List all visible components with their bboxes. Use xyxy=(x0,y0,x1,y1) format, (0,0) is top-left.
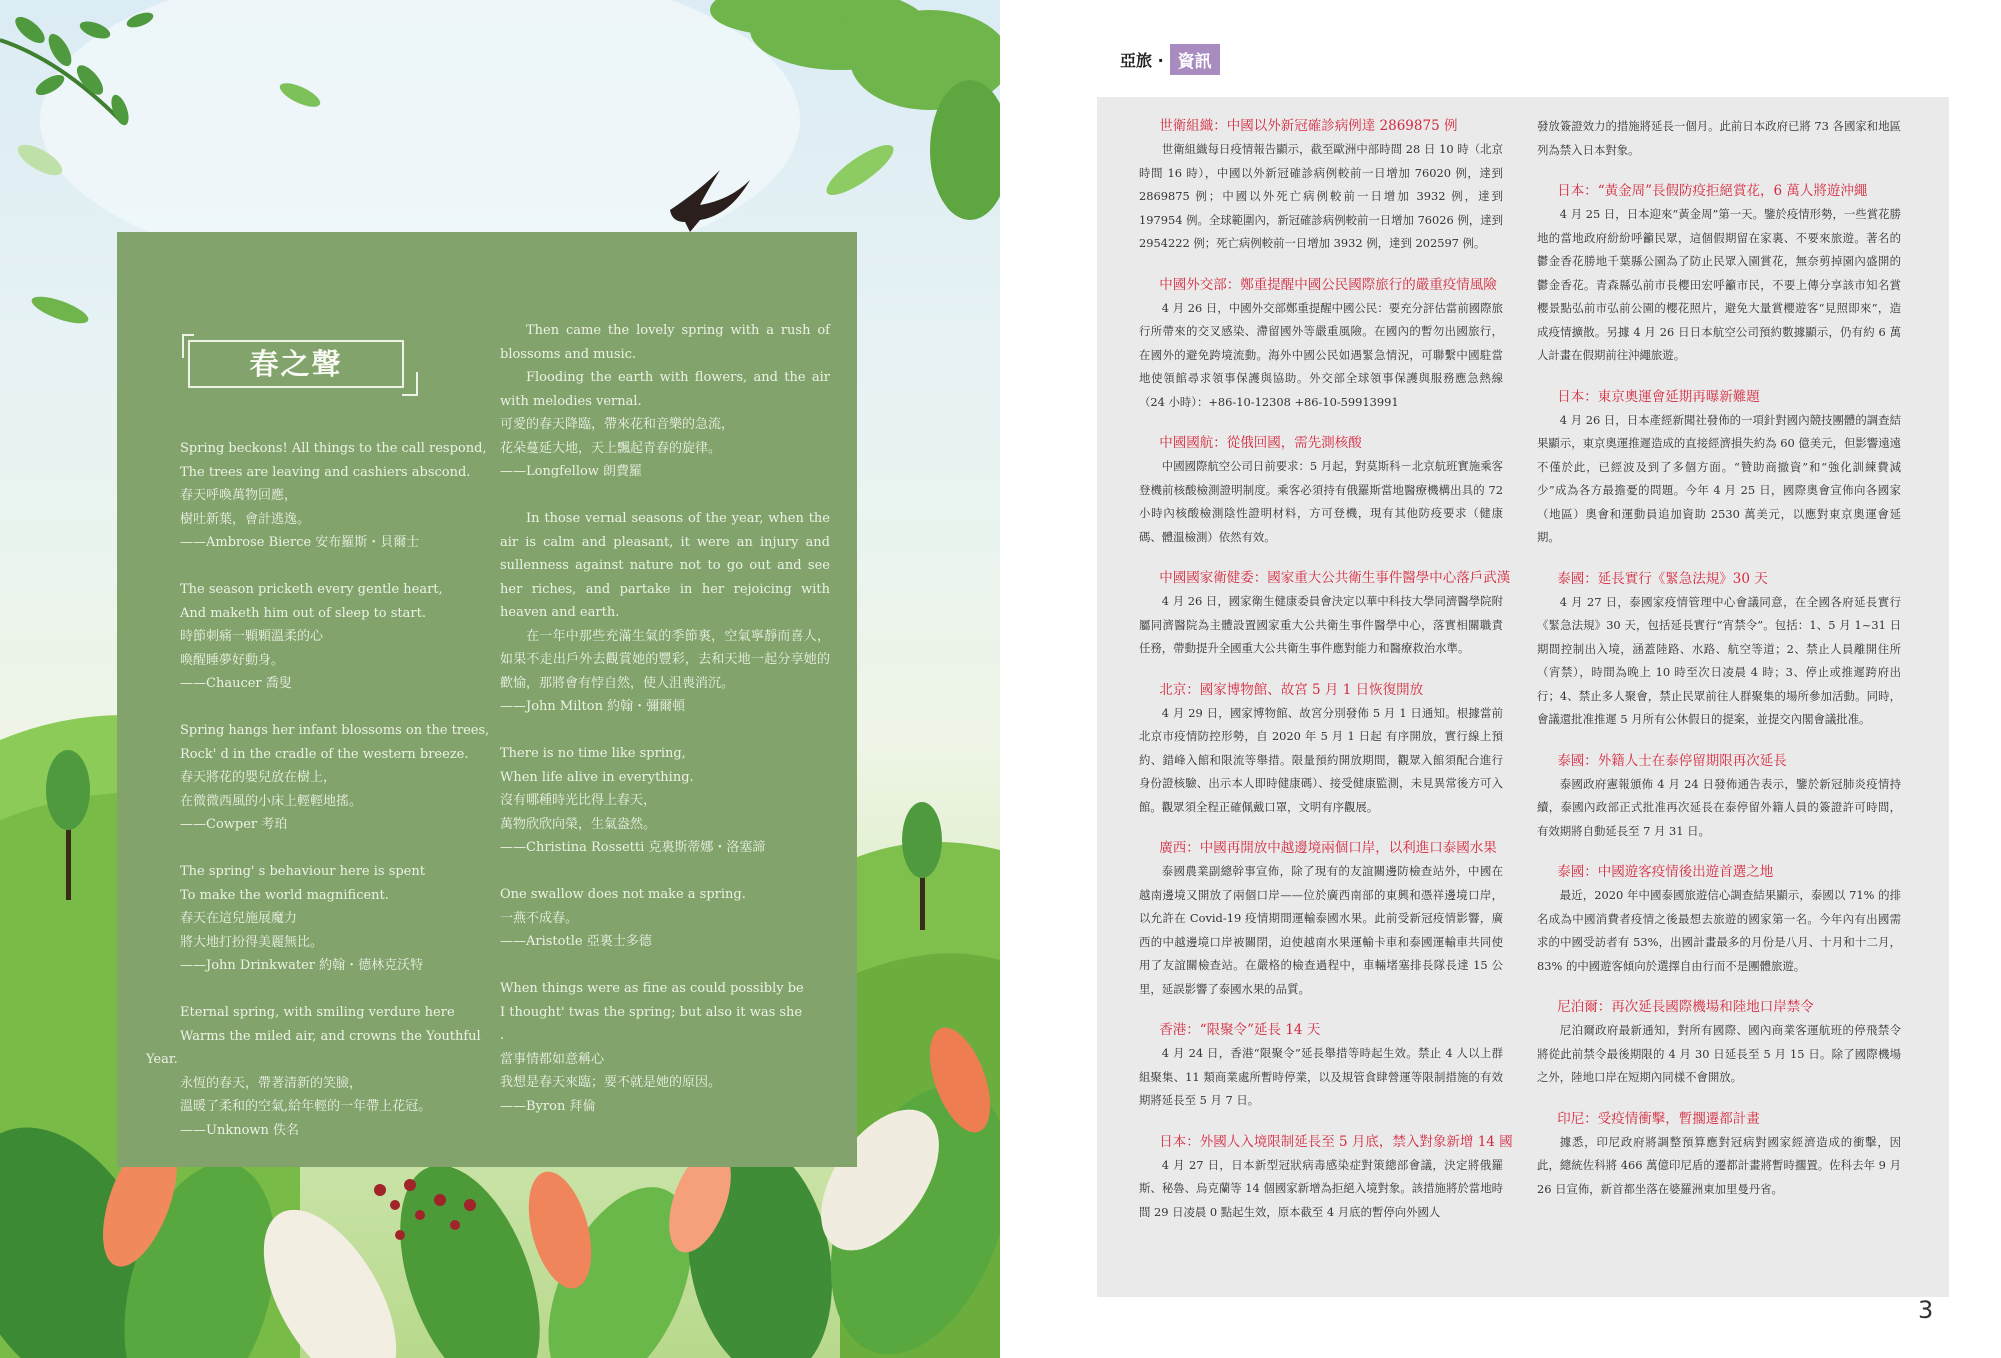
news-headline: 泰國：中國遊客疫情後出遊首選之地 xyxy=(1557,864,1774,880)
frame-corner xyxy=(402,372,418,396)
stanza-gap xyxy=(180,696,480,720)
poem-line: ——John Drinkwater 約翰・德林克沃特 xyxy=(180,958,424,973)
news-body: 4 月 26 日，國家衛生健康委員會決定以華中科技大學同濟醫學院附屬同濟醫院為主體設置國家重大公共衛生事件醫學中心，落實相關職責任務，帶動提升全國重大公共衛生事件應對能力和醫療救治水準。 xyxy=(1139,594,1503,655)
news-item xyxy=(1139,1131,1513,1225)
news-headline: 廣西：中國再開放中越邊境兩個口岸，以利進口泰國水果 xyxy=(1159,840,1497,856)
poem-line: 花朵蔓延大地，天上飄起青春的旋律。 xyxy=(500,440,722,456)
poem-line: ——Unknown 佚名 xyxy=(180,1122,300,1138)
news-headline: 日本：“黃金周”長假防疫拒絕賞花，6 萬人將遊沖繩 xyxy=(1557,183,1868,199)
poem-line: When life alive in everything. xyxy=(500,769,694,785)
news-column-2 xyxy=(1537,115,1901,1219)
news-item xyxy=(1537,115,1901,162)
poem-line: In those vernal seasons of the year, when the air is calm and pleasant, it were an injury and sullenness against nature not to go out and see her riches, and partake in her rejoicing with heaven and earth. xyxy=(500,511,830,620)
news-item xyxy=(1537,568,1901,732)
poem-line: Year. xyxy=(146,1052,178,1067)
poem-line: 沒有哪種時光比得上春天， xyxy=(500,793,657,808)
news-column-1 xyxy=(1139,115,1513,1242)
poem-line: Spring beckons! All things to the call respond, xyxy=(180,441,487,456)
news-headline: 香港：“限聚令”延長 14 天 xyxy=(1159,1022,1321,1038)
poem-line: 時節刺痛一顆顆溫柔的心 xyxy=(180,629,324,644)
poem-line: 在微微西風的小床上輕輕地搖。 xyxy=(180,793,363,809)
poem-line: 永恆的春天，帶著清新的笑臉， xyxy=(180,1075,363,1091)
stanza-gap xyxy=(500,860,830,884)
news-page xyxy=(1000,0,2001,1358)
poem-line: 在一年中那些充滿生氣的季節裏，空氣寧靜而喜人，如果不走出戶外去觀賞她的豐彩，去和天地一起分享她的歡愉，那將會有悖自然，使人沮喪消沉。 xyxy=(500,628,830,691)
news-headline: 尼泊爾：再次延長國際機場和陸地口岸禁令 xyxy=(1557,999,1814,1015)
news-body: 發放簽證效力的措施將延長一個月。此前日本政府已將 73 各國家和地區列為禁入日本對象。 xyxy=(1537,119,1901,157)
poem-line: 溫暖了柔和的空氣,給年輕的一年帶上花冠。 xyxy=(180,1099,432,1114)
poem-line: ——Cowper 考珀 xyxy=(180,817,288,832)
poem-line: 樹吐新葉，會計逃逸。 xyxy=(180,511,311,527)
poem-line: Spring hangs her infant blossoms on the trees, xyxy=(180,723,490,738)
poem-column-right xyxy=(500,319,830,1118)
news-headline: 日本：外國人入境限制延長至 5 月底，禁入對象新增 14 國 xyxy=(1159,1133,1513,1150)
news-headline: 中國國航：從俄回國，需先測核酸 xyxy=(1159,435,1362,451)
news-headline: 泰國：延長實行《緊急法規》30 天 xyxy=(1557,570,1768,587)
poem-line: 春天在這兒施展魔力 xyxy=(180,911,298,926)
poem-line: ——Christina Rossetti 克裏斯蒂娜・洛塞諦 xyxy=(500,840,766,855)
poem-line: ——Longfellow 朗費羅 xyxy=(500,464,643,479)
poem-line: 我想是春天來臨；要不就是她的原因。 xyxy=(500,1075,722,1090)
illustrated-poem-page xyxy=(0,0,1000,1358)
news-item xyxy=(1537,861,1901,978)
poem-line: When things were as fine as could possibly be xyxy=(500,981,804,996)
poem-line: 春天將花的嬰兒放在樹上， xyxy=(180,770,337,785)
news-body: 4 月 25 日，日本迎來“黃金周”第一天。鑒於疫情形勢，一些賞花勝地的當地政府紛紛呼籲民眾，這個假期留在家裏、不要來旅遊。著名的鬱金香花勝地千葉縣公園為了防止民眾入園賞花，無奈剪掉園內盛開的鬱金香花。青森縣弘前市長櫻田宏呼籲市民，不要上傳分享該市知名賞櫻景點弘前市弘前公園的櫻花照片，避免大量賞櫻遊客“見照即來”，造成疫情擴散。另據 4 月 26 日日本航空公司預約數據顯示，仍有約 6 萬人計畫在假期前往沖繩旅遊。 xyxy=(1537,207,1901,362)
poem-line: ——Ambrose Bierce 安布羅斯・貝爾士 xyxy=(180,535,420,550)
news-item xyxy=(1139,837,1503,1001)
news-item xyxy=(1537,386,1901,550)
poem-line: The trees are leaving and cashiers abscond. xyxy=(180,464,471,480)
news-body: 4 月 24 日，香港“限聚令”延長舉措等時起生效。禁止 4 人以上群組聚集、11 類商業處所暫時停業，以及規管食肆營運等限制措施的有效期將延長至 5 月 7 日。 xyxy=(1139,1046,1503,1107)
news-item xyxy=(1139,432,1503,549)
news-item xyxy=(1537,1108,1901,1202)
news-body: 據悉，印尼政府將調整預算應對冠病對國家經濟造成的衝擊，因此，總統佐科將 466 萬億印尼盾的遷都計畫將暫時擱置。佐科去年 9 月 26 日宣佈，新首都坐落在婆羅洲東加里曼丹省。 xyxy=(1537,1134,1901,1196)
news-body: 4 月 27 日，泰國家疫情管理中心會議同意，在全國各府延長實行《緊急法規》30 天，包括延長實行“宵禁令”。包括：1、5 月 1~31 日期間控制出入境，涵蓋陸路、水路、航空等道；2、禁止人員離開住所（宵禁），時間為晚上 10 時至次日凌晨 4 時；3、停止或推遲跨府出行；4、禁止多人聚會，禁止民眾前往人群聚集的場所參加活動。同時，會議還批准推遲 5 月所有公休假日的提案，並提交內閣會議批准。 xyxy=(1537,594,1901,726)
poem-line: 萬物欣欣向榮，生氣盎然。 xyxy=(500,816,657,832)
news-body: 世衛組織每日疫情報告顯示，截至歐洲中部時間 28 日 10 時（北京時間 16 時），中國以外新冠確診病例較前一日增加 76020 例，達到 2869875 例；中國以外死亡病例較前一日增加 3932 例，達到 197954 例。全球範圍內，新冠確診病例較前一日增加 76026 例，達到 2954222 例；死亡病例較前一日增加 3932 例，達到 202597 例。 xyxy=(1139,142,1503,250)
poem-line: And maketh him out of sleep to start. xyxy=(180,605,426,621)
poem-line: 將大地打扮得美麗無比。 xyxy=(180,934,324,950)
poem-line: 可愛的春天降臨，帶來花和音樂的急流， xyxy=(500,417,735,432)
news-body: 4 月 26 日，中國外交部鄭重提醒中國公民：要充分評估當前國際旅行所帶來的交叉感染、滯留國外等嚴重風險。在國內的暫勿出國旅行，在國外的避免跨境流動。海外中國公民如遇緊急情況，可聯繫中國駐當地使領館尋求領事保護與協助。外交部全球領事保護與服務應急熱線（24 小時）：+86-10-12308 +86-10-59913991 xyxy=(1139,300,1503,409)
stanza-gap xyxy=(180,978,480,1002)
poem-line: Rock' d in the cradle of the western breeze. xyxy=(180,746,469,762)
poem-line: ——Byron 拜倫 xyxy=(500,1098,596,1114)
poem-line: 喚醒睡夢好動身。 xyxy=(180,652,285,668)
poem-line: Then came the lovely spring with a rush of blossoms and music. xyxy=(500,323,830,362)
poem-line: Eternal spring, with smiling verdure here xyxy=(180,1005,455,1020)
poem-line: One swallow does not make a spring. xyxy=(500,887,746,902)
news-item xyxy=(1537,750,1901,844)
poem-line: ——Chaucer 喬叟 xyxy=(180,676,292,691)
news-item xyxy=(1139,679,1503,820)
poem-line: 一燕不成春。 xyxy=(500,910,579,926)
news-body: 4 月 29 日，國家博物館、故宮分別發佈 5 月 1 日通知。根據當前北京市疫情防控形勢，自 2020 年 5 月 1 日起 有序開放，實行線上預約、錯峰入館和限流等舉措。限量預約開放期間，觀眾入館須配合進行身份證核驗、出示本人即時健康碼）、接受健康監測，未見異常後方可入館。觀眾須全程正確佩戴口罩，文明有序觀展。 xyxy=(1139,705,1503,814)
news-headline: 北京：國家博物館、故宮 5 月 1 日恢復開放 xyxy=(1159,681,1424,698)
news-headline: 中國國家衛健委：國家重大公共衛生事件醫學中心落戶武漢 xyxy=(1159,570,1511,586)
news-headline: 印尼：受疫情衝擊，暫擱遷都計畫 xyxy=(1557,1110,1760,1127)
poem-line: Warms the miled air, and crowns the Youthful xyxy=(180,1028,481,1044)
news-item xyxy=(1139,115,1503,256)
poem-line: To make the world magnificent. xyxy=(180,887,389,903)
news-headline: 泰國：外籍人士在泰停留期限再次延長 xyxy=(1557,752,1787,769)
poem-line: The spring' s behaviour here is spent xyxy=(180,864,425,879)
section-tag: 資訊 xyxy=(1170,44,1220,75)
poem-line: ——John Milton 約翰・彌爾頓 xyxy=(500,699,686,714)
poem-title-frame xyxy=(182,334,418,396)
stanza-gap xyxy=(500,954,830,978)
news-body: 4 月 26 日，日本產經新聞社發佈的一項針對國內競技團體的調查結果顯示，東京奧運推遲造成的直接經濟損失約為 60 億美元，但影響遠遠不僅於此，已經波及到了多個方面。“贊助商撤資”和“強化訓練費減少”成為各方最擔憂的問題。今年 4 月 25 日，國際奧會宣佈向各國家（地區）奧會和運動員追加資助 2530 萬美元，以應對東京奧運會延期。 xyxy=(1537,412,1901,544)
header-prefix: 亞旅 · xyxy=(1120,50,1164,70)
news-body: 中國國際航空公司日前要求：5 月起，對莫斯科－北京航班實施乘客登機前核酸檢測證明制度。乘客必須持有俄羅斯當地醫療機構出具的 72 小時內核酸檢測陰性證明材料，方可登機，現有其他防疫要求（健康碼、體溫檢測）依然有效。 xyxy=(1139,459,1503,544)
poem-line: I thought' twas the spring; but also it was she xyxy=(500,1004,803,1020)
news-item xyxy=(1139,567,1511,661)
stanza-gap xyxy=(180,555,480,579)
news-item xyxy=(1537,180,1901,368)
poem-line: Flooding the earth with flowers, and the air with melodies vernal. xyxy=(500,370,830,409)
poem-title: 春之聲 xyxy=(249,347,343,381)
section-header xyxy=(1120,44,1220,74)
stanza-gap xyxy=(500,484,830,508)
news-body: 尼泊爾政府最新通知，對所有國際、國內商業客運航班的停飛禁令將從此前禁令最後期限的 4 月 30 日延長至 5 月 15 日。除了國際機場之外，陸地口岸在短期內同樣不會開放。 xyxy=(1537,1023,1901,1084)
news-item xyxy=(1537,996,1901,1090)
stanza-gap xyxy=(500,719,830,743)
poem-line: ——Aristotle 亞裏士多德 xyxy=(500,934,652,949)
news-body: 4 月 27 日，日本新型冠狀病毒感染症對策總部會議，決定將俄羅斯、秘魯、烏克蘭等 14 個國家新增為拒絕入境對象。該措施將於當地時間 29 日凌晨 0 點起生效，原本截至 4 月底的暫停向外國人 xyxy=(1139,1157,1503,1219)
news-headline: 中國外交部：鄭重提醒中國公民國際旅行的嚴重疫情風險 xyxy=(1159,276,1497,293)
poem-line: The season pricketh every gentle heart, xyxy=(180,582,443,597)
poem-line: 春天呼喚萬物回應， xyxy=(180,488,298,503)
news-headline: 日本：東京奧運會延期再曝新難題 xyxy=(1557,388,1760,405)
stanza-gap xyxy=(180,837,480,861)
poem-line: 當事情都如意稱心 xyxy=(500,1051,605,1067)
poem-column-left xyxy=(146,437,490,1142)
page-number: 3 xyxy=(1918,1296,1934,1324)
news-item xyxy=(1139,1019,1503,1113)
poem-line: There is no time like spring, xyxy=(500,746,686,761)
news-body: 泰國農業副總幹事宣佈，除了現有的友誼關邊防檢查站外，中國在越南邊境又開放了兩個口岸——位於廣西南部的東興和憑祥邊境口岸，以允許在 Covid-19 疫情期間運輸泰國水果。此前受新冠疫情影響，廣西的中越邊境口岸被關閉，迫使越南水果運輸卡車和泰國運輸車共同使用了友誼關檢查站。在嚴格的檢查過程中，車輛堵塞排長隊長達 15 公里，延誤影響了泰國水果的品質。 xyxy=(1139,864,1503,996)
news-item xyxy=(1139,274,1503,415)
poem-line: . xyxy=(500,1028,505,1043)
news-body: 泰國政府憲報頒佈 4 月 24 日發佈通告表示，鑒於新冠肺炎疫情持續，泰國內政部正式批准再次延長在泰停留外籍人員的簽證許可時間，有效期將自動延長至 7 月 31 日。 xyxy=(1537,776,1901,838)
news-body: 最近，2020 年中國泰國旅遊信心調查結果顯示，泰國以 71% 的排名成為中國消費者疫情之後最想去旅遊的國家第一名。今年內有出國需求的中國受訪者有 53%，出國計畫最多的月份是八月、十月和十二月，83% 的中國遊客傾向於選擇自由行而不是團體旅遊。 xyxy=(1537,888,1901,973)
news-headline: 世衛組織：中國以外新冠確診病例達 2869875 例 xyxy=(1159,118,1458,134)
